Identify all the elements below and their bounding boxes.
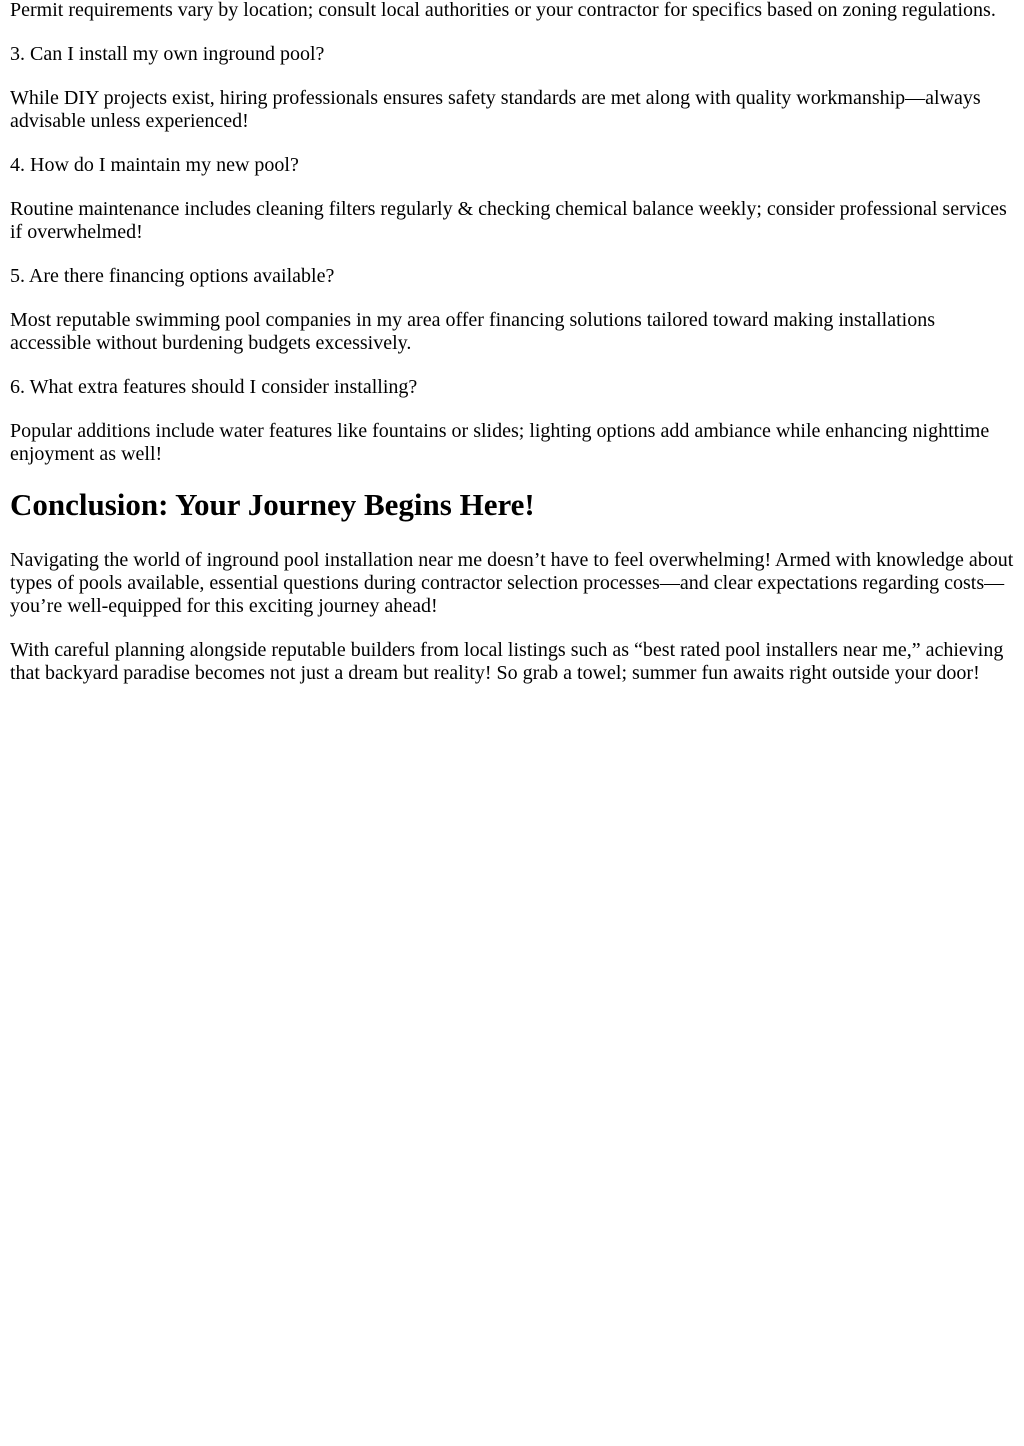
faq-question-6: 6. What extra features should I consider installing?: [10, 376, 418, 398]
conclusion-heading: Conclusion: Your Journey Begins Here!: [10, 487, 535, 522]
conclusion-paragraph-1: Navigating the world of inground pool installation near me doesn’t have to feel overwhelming! Armed with knowledge about types of pools available, essential questions during contractor selection processes—and clear expectations regarding costs—you’re well-equipped for this exciting journey ahead!: [10, 549, 1014, 617]
faq-question-4: 4. How do I maintain my new pool?: [10, 154, 299, 176]
conclusion-paragraph-2: With careful planning alongside reputable builders from local listings such as “best rated pool installers near me,” achieving that backyard paradise becomes not just a dream but reality! So grab a towel; summer fun awaits right outside your door!: [10, 639, 1004, 684]
document-page: [0, 0, 1024, 685]
faq-answer-2: Permit requirements vary by location; consult local authorities or your contractor for specifics based on zoning regulations.: [10, 0, 996, 21]
faq-answer-3: While DIY projects exist, hiring professionals ensures safety standards are met along with quality workmanship—always advisable unless experienced!: [10, 87, 981, 132]
faq-answer-6: Popular additions include water features like fountains or slides; lighting options add ambiance while enhancing nighttime enjoyment as well!: [10, 420, 990, 465]
faq-question-3: 3. Can I install my own inground pool?: [10, 43, 325, 65]
faq-answer-5: Most reputable swimming pool companies in my area offer financing solutions tailored toward making installations accessible without burdening budgets excessively.: [10, 309, 935, 354]
faq-answer-4: Routine maintenance includes cleaning filters regularly & checking chemical balance weekly; consider professional services if overwhelmed!: [10, 198, 1007, 243]
faq-question-5: 5. Are there financing options available?: [10, 265, 335, 287]
